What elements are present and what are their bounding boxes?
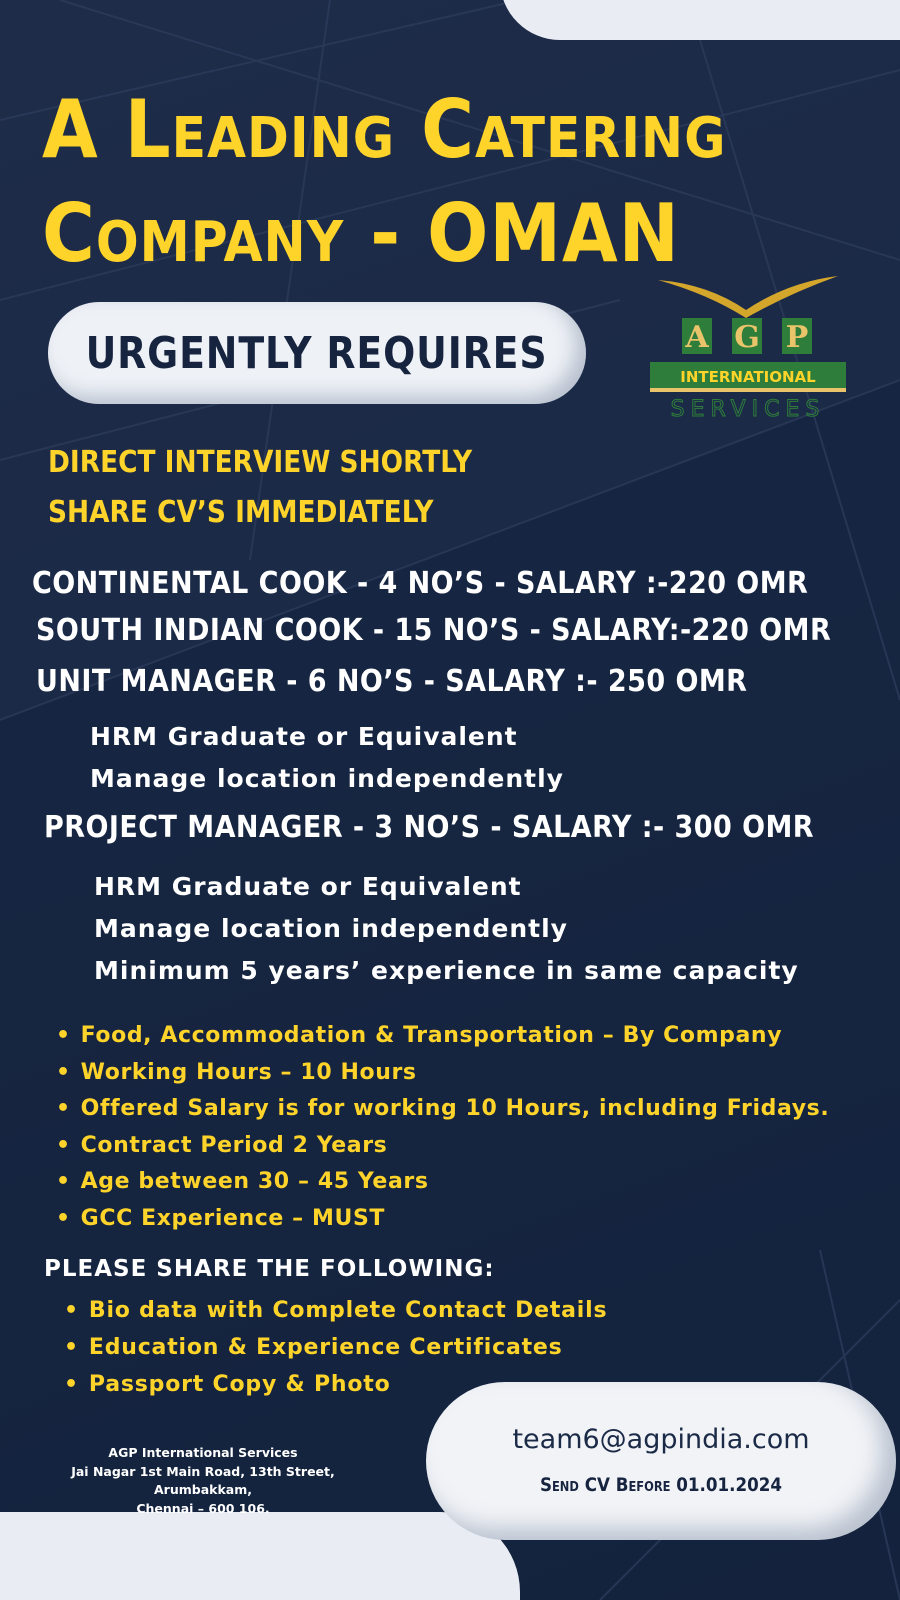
- project-manager-req-1: HRM Graduate or Equivalent: [94, 872, 522, 901]
- job-south-indian-cook: SOUTH INDIAN COOK - 15 NO’S - SALARY:-220 OMR: [36, 613, 832, 648]
- logo-letter-p: P: [785, 320, 809, 355]
- address-line-1: Jai Nagar 1st Main Road, 13th Street, Arumbakkam,: [71, 1463, 335, 1497]
- logo-letter-g: G: [734, 320, 760, 355]
- project-manager-req-2: Manage location independently: [94, 914, 568, 943]
- headline-line-1: A Leading Catering: [42, 83, 727, 176]
- share-title: PLEASE SHARE THE FOLLOWING:: [44, 1256, 495, 1282]
- headline-line-2: Company - OMAN: [42, 187, 680, 280]
- job-continental-cook: CONTINENTAL COOK - 4 NO’S - SALARY :-220 OMR: [32, 566, 809, 601]
- benefit-item: • Working Hours – 10 Hours: [56, 1055, 829, 1092]
- benefit-item: • Contract Period 2 Years: [56, 1128, 829, 1165]
- share-item: • Passport Copy & Photo: [64, 1366, 607, 1403]
- address-line-2: Chennai – 600 106.: [136, 1500, 270, 1516]
- benefit-item: • Food, Accommodation & Transportation – By Company: [56, 1018, 829, 1055]
- bottom-white-tab: [0, 1512, 520, 1600]
- logo-band-text: INTERNATIONAL: [680, 368, 816, 386]
- urgent-pill: [48, 302, 586, 404]
- job-unit-manager: UNIT MANAGER - 6 NO’S - SALARY :- 250 OMR: [36, 664, 748, 699]
- contact-email[interactable]: team6@agpindia.com: [512, 1424, 810, 1455]
- share-item: • Bio data with Complete Contact Details: [64, 1292, 607, 1329]
- benefit-item: • Age between 30 – 45 Years: [56, 1164, 829, 1201]
- logo-sub-text: SERVICES: [670, 397, 826, 422]
- benefit-item: • GCC Experience – MUST: [56, 1201, 829, 1238]
- interview-notice: [48, 438, 472, 538]
- notice-line-1: DIRECT INTERVIEW SHORTLY: [48, 445, 473, 480]
- top-white-tab: [500, 0, 900, 40]
- headline: [42, 78, 726, 286]
- job-project-manager: PROJECT MANAGER - 3 NO’S - SALARY :- 300 OMR: [44, 810, 815, 845]
- logo-letter-a: A: [685, 320, 709, 355]
- project-manager-req-3: Minimum 5 years’ experience in same capacity: [94, 956, 799, 985]
- benefits-list: [56, 1018, 829, 1238]
- cv-deadline: Send CV Before 01.01.2024: [539, 1474, 783, 1496]
- company-address: [28, 1444, 378, 1518]
- unit-manager-req-2: Manage location independently: [90, 764, 564, 793]
- notice-line-2: SHARE CV’S IMMEDIATELY: [48, 495, 434, 530]
- agp-logo: [648, 274, 848, 428]
- contact-pill: [426, 1382, 896, 1540]
- unit-manager-req-1: HRM Graduate or Equivalent: [90, 722, 518, 751]
- urgent-text: URGENTLY REQUIRES: [86, 327, 548, 379]
- share-item: • Education & Experience Certificates: [64, 1329, 607, 1366]
- benefit-item: • Offered Salary is for working 10 Hours, including Fridays.: [56, 1091, 829, 1128]
- address-name: AGP International Services: [108, 1445, 298, 1460]
